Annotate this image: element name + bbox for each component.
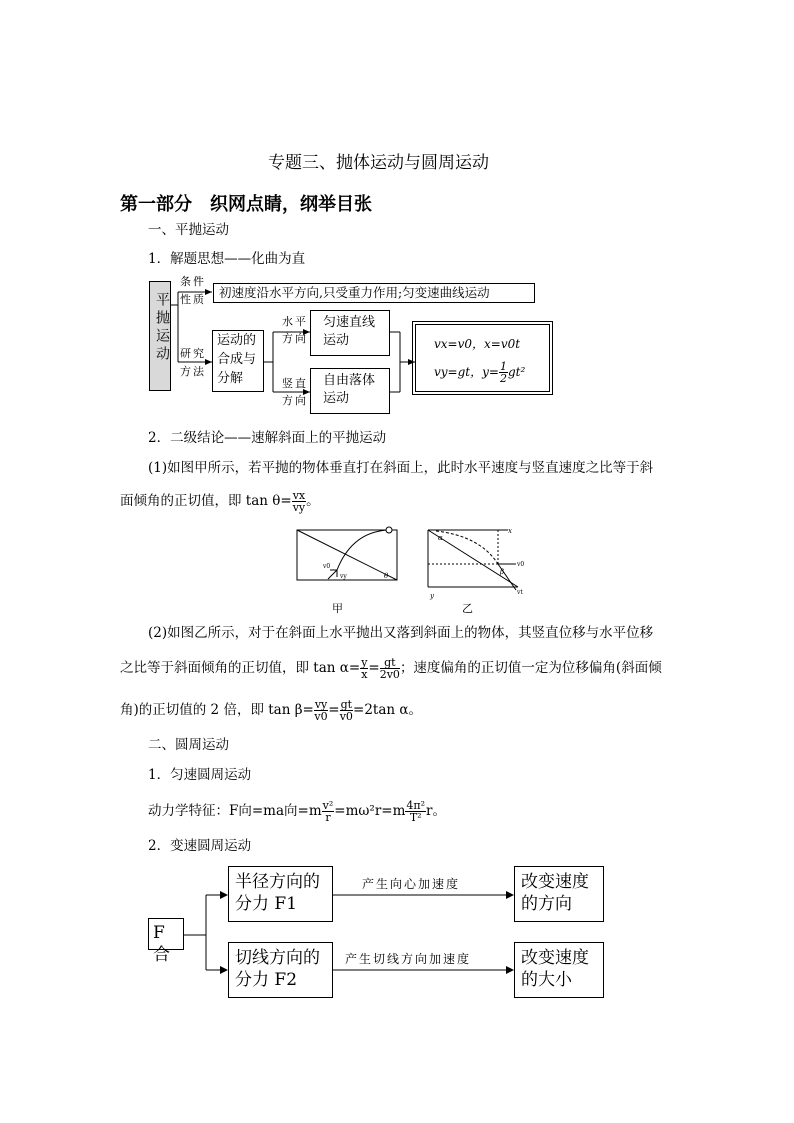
jia-theta-label: θ [384,572,389,580]
net-force-box [148,918,184,966]
section1-heading: 一、平抛运动 [148,222,229,238]
condition-label: 条件性质 [180,275,206,306]
section1-sub1: 1．解题思想——化曲为直 [148,251,306,267]
net-force-label: F合 [153,923,170,966]
yi-y-label: y [430,592,434,600]
yi-alpha-label: α [438,534,443,542]
para2-f3-num: vy [314,698,328,711]
yi-x-label: x [508,527,512,535]
change-direction-box [514,866,604,922]
formula-horizontal: vx=v0，x=v0t [434,337,521,351]
para2-eq2: = [328,702,340,718]
para2-f1-den: x [361,668,368,681]
tangential-arrow-label: 产生切线方向加速度 [345,952,472,966]
para2-line1: (2)如图乙所示，对于在斜面上水平抛出又落到斜面上的物体，其竖直位移与水平位移 [148,625,654,641]
change-magnitude-text: 改变速度的大小 [521,948,589,991]
horizontal-label: 水平方向 [282,315,308,345]
jia-v0-label: v0 [323,563,331,570]
para2-line3-a: 角)的正切值的 2 倍，即 tan β= [120,702,314,718]
tangential-component-text: 切线方向的分力 F2 [235,948,320,991]
dyn-f2-num: 4π² [406,799,426,812]
formula-half-den: 2 [499,372,507,385]
para2-f2-num: gt [380,657,400,669]
method-text: 运动的合成与分解 [217,333,257,386]
centripetal-arrow-label: 产生向心加速度 [362,877,461,891]
figure-jia-caption: 甲 [332,602,343,615]
dyn-b: =mω²r=m [334,803,406,819]
change-direction-text: 改变速度的方向 [521,872,589,915]
para1-line2-b: 。 [306,493,320,509]
yi-beta-label: β [500,568,505,576]
para1-frac-den: vy [292,501,306,514]
para2-eq: = [368,660,380,676]
section1-sub2: 2．二级结论——速解斜面上的平抛运动 [148,430,387,446]
para2-f3-den: v0 [314,710,328,723]
dyn-f1-den: r [325,811,331,824]
para2-line2-b: ；速度偏角的正切值一定为位移偏角(斜面倾 [399,660,662,676]
para2-line3-b: =2tan α。 [353,702,423,718]
para2-f4-den: v0 [339,710,353,723]
figure-yi-caption: 乙 [462,602,473,615]
section2-sub2: 2．变速圆周运动 [148,838,252,854]
radial-component-text: 半径方向的分力 F1 [235,872,320,915]
change-magnitude-box [514,942,604,998]
para2-f4-num: gt [340,698,353,711]
dyn-f1-num: v² [322,799,334,812]
dyn-a: 动力学特征：F向=ma向=m [148,803,322,819]
root-label: 平抛运动 [154,292,170,364]
page-title: 专题三、抛体运动与圆周运动 [268,153,489,173]
para1-frac-num: vx [292,489,306,502]
formula-half-num: 1 [499,360,507,373]
part-heading: 第一部分 织网点睛，纲举目张 [120,194,372,215]
dyn-c: r。 [426,803,446,819]
yi-vt-label: vt [517,589,523,596]
tangential-component-box [228,942,333,998]
dyn-f2-den: T² [409,811,422,824]
yi-v0-label: v0 [517,561,525,568]
jia-vy-label: vy [340,573,347,580]
para2-line2-a: 之比等于斜面倾角的正切值，即 tan α= [120,660,361,676]
para1-line1: (1)如图甲所示，若平抛的物体垂直打在斜面上，此时水平速度与竖直速度之比等于斜 [148,460,654,476]
vertical-label: 竖直方向 [282,377,308,407]
para1-line2-a: 面倾角的正切值，即 tan θ= [120,493,292,509]
formula-vertical-a: vy=gt，y= [434,365,499,379]
para2-f1-num: y [361,656,368,669]
method-label: 研究方法 [180,347,206,378]
section2-sub1: 1．匀速圆周运动 [148,767,252,783]
uniform-motion-text: 匀速直线运动 [323,315,376,348]
condition-text: 初速度沿水平方向,只受重力作用;匀变速曲线运动 [219,285,490,300]
section2-heading: 二、圆周运动 [148,737,229,753]
free-fall-text: 自由落体运动 [323,373,376,406]
formula-vertical-b: gt² [507,365,526,379]
para2-f2-den: 2v0 [379,668,400,681]
radial-component-box [228,866,333,922]
